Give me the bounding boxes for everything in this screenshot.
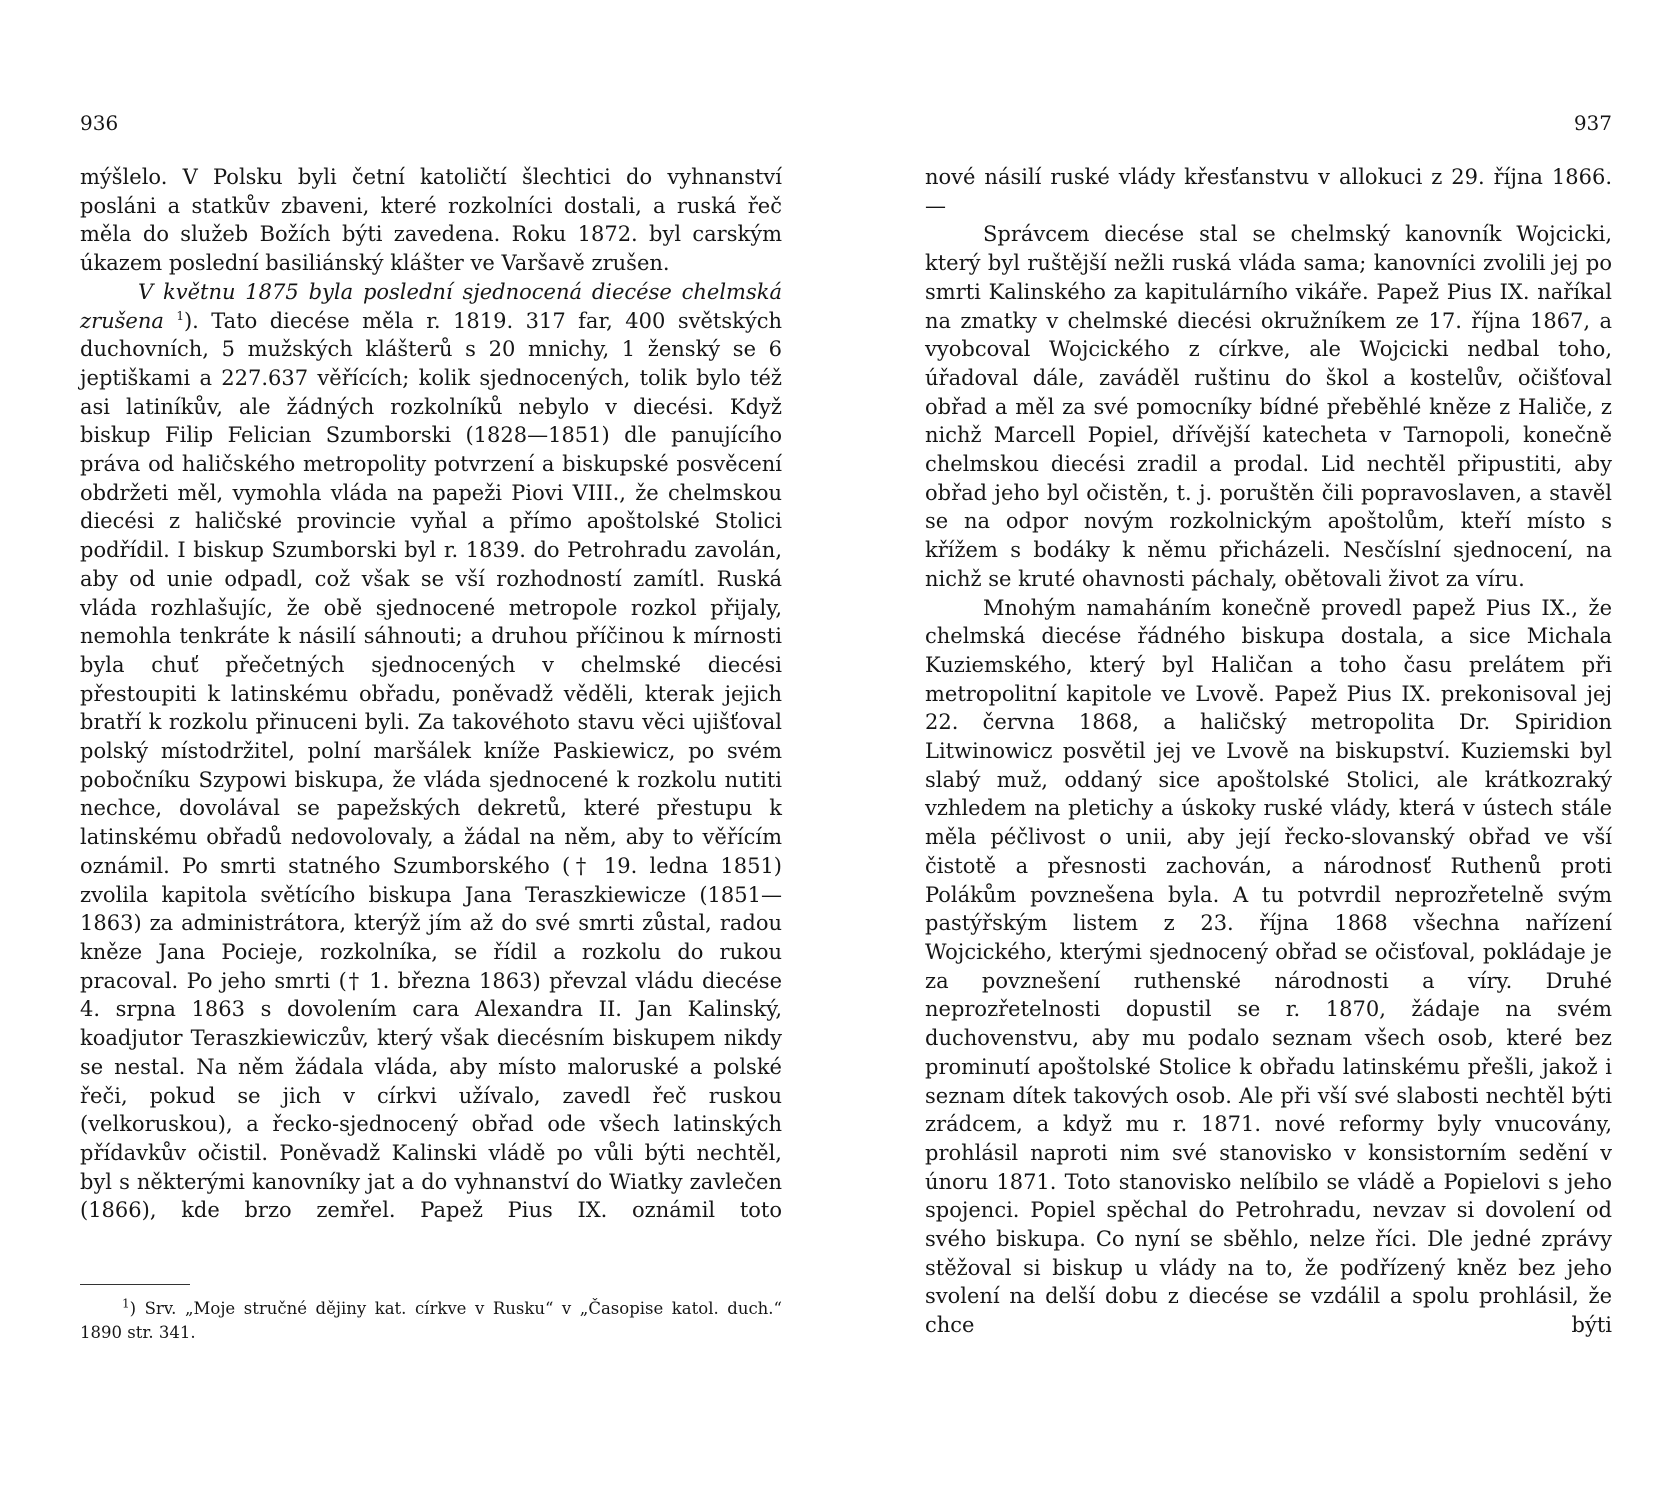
left-page — [80, 0, 782, 1500]
left-paragraph-2-text: ). Tato diecése měla r. 1819. 317 far, 400 světských duchovních, 5 mužských klášterů s 20 mnichy, 1 ženský se 6 jeptiškami a 227.637 věřících; kolik sjednocených, tolik bylo též asi latiníkův, ale žádných rozkolníků nebylo v diecési. Když biskup Filip Felician Szumborski (1828—1851) dle panujícího práva od haličského metropolity potvrzení a biskupské posvěcení obdržeti měl, vymohla vláda na papeži Piovi VIII., že chelmskou diecési z haličské provincie vyňal a přímo apoštolské Stolici podřídil. I biskup Szumborski byl r. 1839. do Petrohradu zavolán, aby od unie odpadl, což však se vší rozhodností zamítl. Ruská vláda rozhlašujíc, že obě sjednocené metropole rozkol přijaly, nemohla tenkráte k násilí sáhnouti; a druhou příčinou k mírnosti byla chuť přečetných sjednocených v chelmské diecési přestoupiti k latinskému obřadu, poněvadž věděli, kterak jejich bratří k rozkolu přinuceni byli. Za takovéhoto stavu věci ujišťoval polský místodržitel, polní maršálek kníže Paskiewicz, po svém pobočníku Szypowi biskupa, že vláda sjednocené k rozkolu nutiti nechce, dovolával se papežských dekretů, které přestupu k latinskému obřadů nedovolovaly, a žádal na něm, aby to věřícím oznámil. Po smrti statného Szumborského († 19. ledna 1851) zvolila kapitola světícího biskupa Jana Teraszkiewicze (1851—1863) za administrátora, kterýž jím až do své smrti zůstal, radou kněze Jana Pocieje, rozkolníka, se řídil a rozkolu do rukou pracoval. Po jeho smrti († 1. března 1863) převzal vládu diecése 4. srpna 1863 s dovolením cara Alexandra II. Jan Kalinský, koadjutor Teraszkiewiczův, který však diecésním biskupem nikdy se nestal. Na něm žádala vláda, aby místo maloruské a polské řeči, pokud se jich v církvi užívalo, zavedl řeč ruskou (velkoruskou), a řecko-sjednocený obřad ode všech latinských přídavkův očistil. Poněvadž Kalinski vládě po vůli býti nechtěl, byl s některými kanovníky jat a do vyhnanství do Wiatky zavlečen (1866), kde brzo zemřel. Papež Pius IX. oznámil toto — [80, 308, 782, 1223]
italic-lead: V květnu 1875 byla poslední sjednocená diecése chelmská zrušena — [80, 279, 782, 333]
footnote-text: ) Srv. „Moje stručné dějiny kat. církve v Rusku“ v „Časopise katol. duch.“ 1890 str. 341. — [80, 1299, 782, 1342]
left-paragraph-1: mýšlelo. V Polsku byli četní katoličtí šlechtici do vyhnanství posláni a statkův zbaveni, které rozkolníci dostali, a ruská řeč měla do služeb Božích býti zavedena. Roku 1872. byl carským úkazem poslední basiliánský klášter ve Varšavě zrušen. — [80, 165, 782, 276]
right-paragraph-1: nové násilí ruské vlády křesťanstvu v allokuci z 29. října 1866. — — [925, 165, 1612, 218]
footnote-marker: 1 — [122, 1296, 130, 1311]
right-page-body — [925, 163, 1612, 1340]
left-page-body — [80, 163, 782, 1225]
footnote-divider — [80, 1284, 190, 1285]
left-page-number: 936 — [80, 111, 119, 135]
right-page — [925, 0, 1612, 1500]
footnotes — [80, 1297, 782, 1345]
footnote-1 — [80, 1297, 782, 1345]
right-paragraph-3: Mnohým namaháním konečně provedl papež Pius IX., že chelmská diecése řádného biskupa dostala, a sice Michala Kuziemského, který byl Haličan a toho času prelátem při metropolitní kapitole ve Lvově. Papež Pius IX. prekonisoval jej 22. června 1868, a haličský metropolita Dr. Spiridion Litwinowicz posvětil jej ve Lvově na biskupství. Kuziemski byl slabý muž, oddaný sice apoštolské Stolici, ale krátkozraký vzhledem na pletichy a úskoky ruské vlády, která v ústech stále měla péčlivost o unii, aby její řecko-slovanský obřad ve vší čistotě a přesnosti zachován, a národnosť Ruthenů proti Polákům povznešena byla. A tu potvrdil neprozřetelně svým pastýřským listem z 23. října 1868 všechna nařízení Wojcického, kterými sjednocený obřad se očisťoval, pokládaje je za povznešení ruthenské národnosti a víry. Druhé neprozřetelnosti dopustil se r. 1870, žádaje na svém duchovenstvu, aby mu podalo seznam všech osob, které bez prominutí apoštolské Stolice k obřadu latinskému přešli, jakož i seznam dítek takových osob. Ale při vší své slabosti nechtěl býti zrádcem, a když mu r. 1871. nové reformy byly vnucovány, prohlásil naproti nim své stanovisko v konsistorním sedění v únoru 1871. Toto stanovisko nelíbilo se vládě a Popielovi s jeho spojenci. Popiel spěchal do Petrohradu, nevzav si dovolení od svého biskupa. Co nyní se sběhlo, nelze říci. Dle jedné zprávy stěžoval si biskup u vlády na to, že podřízený kněz bez jeho svolení na delší dobu z diecése se vzdálil a spolu prohlásil, že chce býti — [925, 595, 1612, 1338]
right-paragraph-2: Správcem diecése stal se chelmský kanovník Wojcicki, který byl ruštější nežli ruská vláda sama; kanovníci zvolili jej po smrti Kalinského za kapitulárního vikáře. Papež Pius IX. naříkal na zmatky v chelmské diecési okružníkem ze 17. října 1867, a vyobcoval Wojcického z církve, ale Wojcicki nedbal toho, úřadoval dále, zaváděl ruštinu do škol a kostelův, očišťoval obřad a měl za své pomocníky bídné přeběhlé kněze z Haliče, z nichž Marcell Popiel, dřívější katecheta v Tarnopoli, konečně chelmskou diecési zradil a prodal. Lid nechtěl připustiti, aby obřad jeho byl očistěn, t. j. poruštěn čili popravoslaven, a stavěl se na odpor novým rozkolnickým apoštolům, kteří místo s křížem s bodáky k němu přicházeli. Nesčíslní sjednocení, na nichž se kruté ohavnosti páchaly, obětovali život za víru. — [925, 222, 1612, 591]
right-page-number: 937 — [1573, 111, 1612, 135]
footnote-reference: 1 — [176, 308, 184, 323]
left-paragraph-2 — [80, 278, 782, 1225]
